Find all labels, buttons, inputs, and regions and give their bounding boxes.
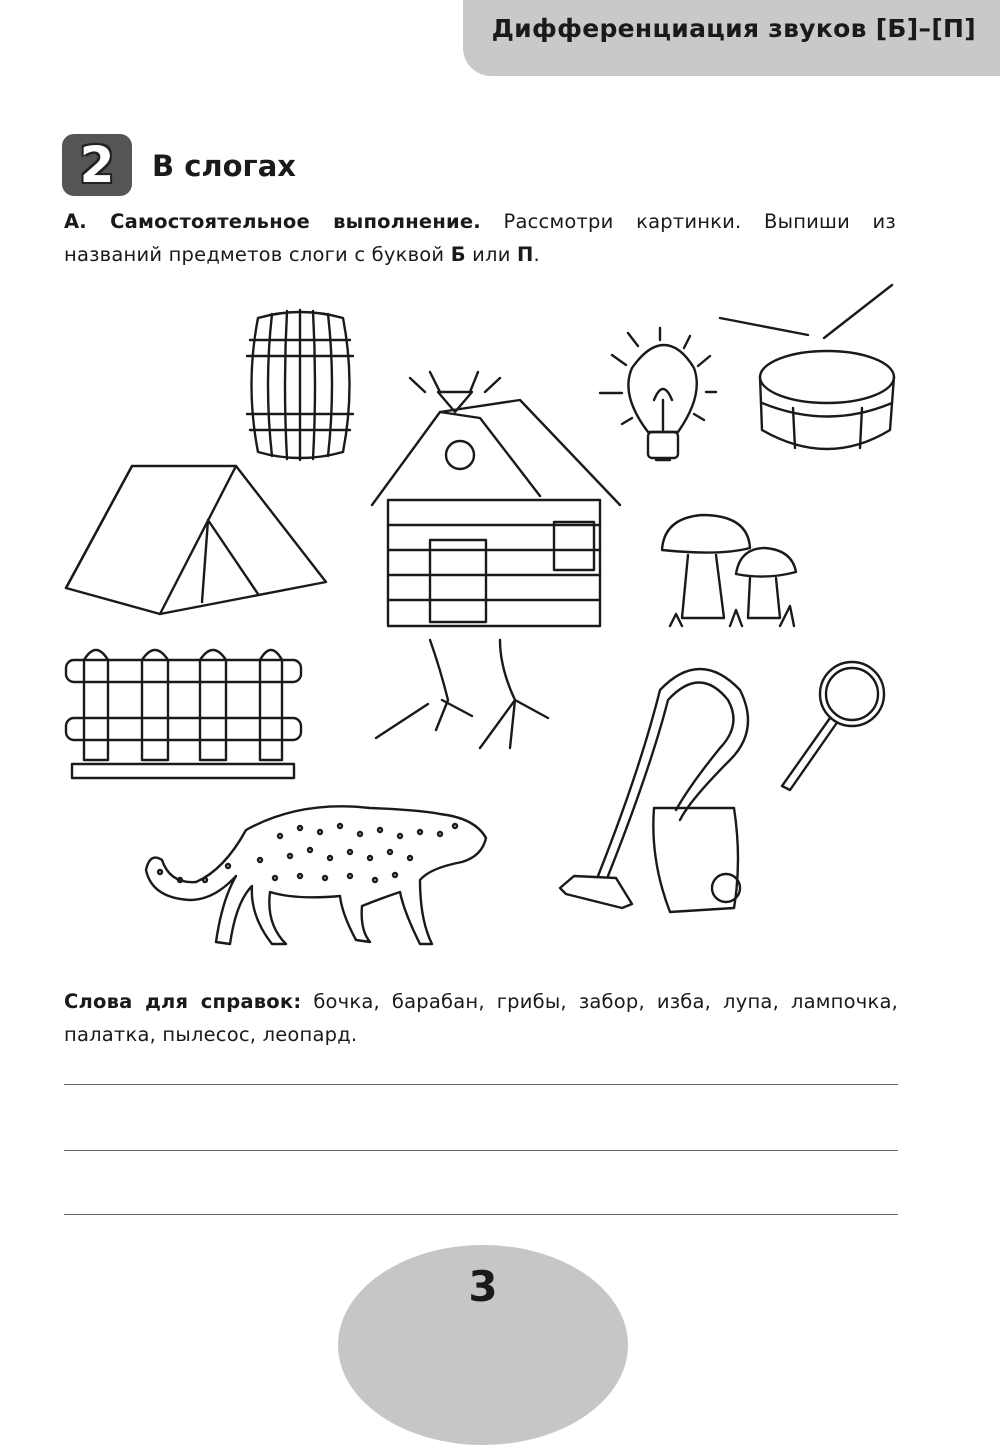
vacuum-cleaner-icon [560,669,748,912]
leopard-spots [158,824,457,882]
letter-b: Б [450,243,466,266]
reference-label: Слова для справок: [64,990,302,1013]
answer-line-3[interactable] [64,1214,898,1215]
section-title: В слогах [152,149,296,183]
task-or: или [465,243,517,266]
reference-list: бочка, барабан, грибы, забор, изба, лупа, лампочка, палатка, пылесос, леопард. [64,990,898,1046]
task-text: Рассмотри картинки. Выпиши из названий предметов слоги с буквой [64,210,896,266]
lightbulb-icon [600,328,716,460]
section-number: 2 [79,136,115,194]
mushrooms-icon [662,515,796,626]
page-number: 3 [468,1262,498,1311]
answer-line-2[interactable] [64,1150,898,1151]
magnifier-icon [782,662,884,790]
reference-words [64,985,898,1051]
hut-icon [372,372,620,748]
answer-line-1[interactable] [64,1084,898,1085]
barrel-icon [247,310,353,460]
tent-icon [66,466,326,614]
task-end: . [533,243,540,266]
leopard-icon [146,806,486,944]
drum-icon [720,285,894,449]
fence-icon [66,650,301,778]
task-label: А. Самостоятельное выполнение. [64,210,481,233]
header-title: Дифференциация звуков [Б]–[П] [491,14,976,43]
letter-p: П [517,243,534,266]
